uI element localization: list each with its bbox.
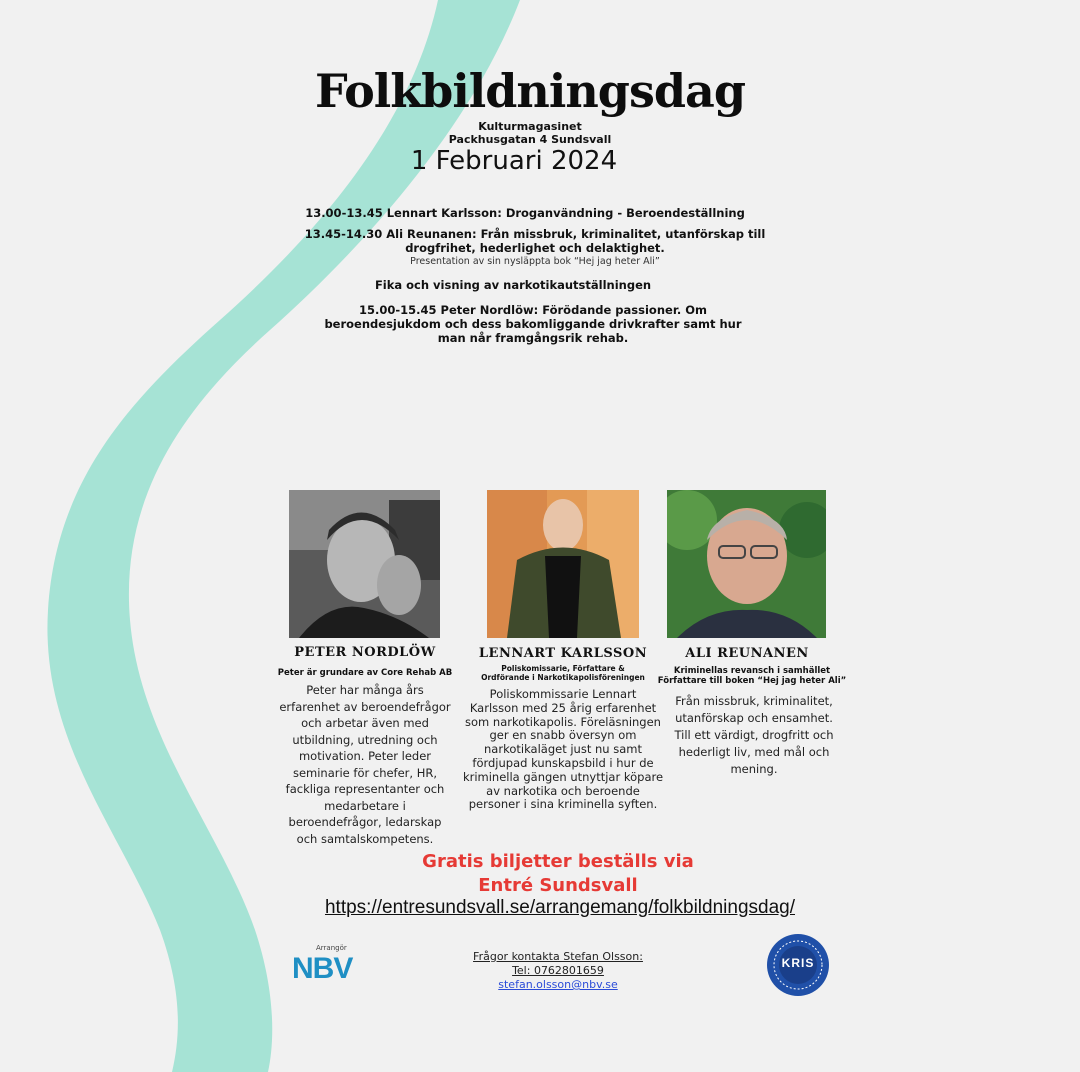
photo-ali-reunanen: [667, 490, 826, 638]
photo-peter-nordlow: [289, 490, 440, 638]
nbv-logo: [290, 944, 380, 990]
bio-line: narkotikaläget just nu samt: [484, 742, 642, 757]
contact-email[interactable]: stefan.olsson@nbv.se: [498, 978, 618, 991]
speaker-name-ali: ALI REUNANEN: [685, 646, 809, 661]
schedule-item-2-line2: drogfrihet, hederlighet och delaktighet.: [405, 241, 665, 255]
bio-line: Peter har många års: [306, 683, 424, 697]
bio-line: av narkotika och beroende: [486, 783, 640, 798]
bio-line: Poliskommissarie Lennart: [489, 687, 637, 701]
bio-line: och arbetar även med: [301, 716, 429, 730]
speaker-role-peter: Peter är grundare av Core Rehab AB: [277, 668, 453, 678]
speaker-role-lennart-line2: Ordförande i Narkotikapolisföreningen: [481, 673, 645, 682]
bio-line: medarbetare i: [324, 798, 406, 813]
bio-line: fördjupad kunskapsbild i hur de: [472, 755, 654, 770]
bio-line: ger en snabb översyn om: [489, 728, 637, 743]
bio-line: personer i sina kriminella syften.: [468, 797, 658, 812]
contact-line1: Frågor kontakta Stefan Olsson:: [473, 950, 643, 963]
venue-info: [330, 120, 730, 146]
bio-line: hederligt liv, med mål och: [678, 745, 830, 759]
event-date: 1 Februari 2024: [410, 146, 618, 176]
speaker-role-ali: [652, 666, 852, 686]
kris-wordmark: KRIS: [781, 956, 815, 970]
photo-lennart-karlsson: [487, 490, 639, 638]
schedule-item-4-line3: man når framgångsrik rehab.: [437, 331, 629, 345]
schedule-item-2-note: Presentation av sin nysläppta bok “Hej jag heter Ali”: [410, 256, 660, 267]
speaker-role-lennart-line1: Poliskomissarie, Författare &: [501, 664, 625, 673]
speaker-name-peter: PETER NORDLÖW: [294, 645, 436, 660]
event-title: Folkbildningsdag: [314, 64, 745, 118]
schedule-item-2-line1: 13.45-14.30 Ali Reunanen: Från missbruk, kriminalitet, utanförskap till: [304, 227, 766, 241]
bio-line: motivation. Peter leder: [298, 749, 432, 763]
ticket-info: [340, 850, 776, 898]
bio-line: mening.: [730, 762, 778, 776]
venue-address: Packhusgatan 4 Sundsvall: [448, 133, 612, 146]
contact-info: [430, 950, 686, 992]
schedule-item-4-line2: beroendesjukdom och dess bakomliggande drivkrafter samt hur: [324, 317, 742, 331]
ticket-link[interactable]: https://entresundsvall.se/arrangemang/folkbildningsdag/: [324, 897, 795, 918]
bio-line: erfarenhet av beroendefrågor: [279, 699, 451, 714]
bio-line: kriminella gängen utnyttjar köpare: [462, 769, 664, 784]
bio-line: Från missbruk, kriminalitet,: [675, 694, 833, 708]
speaker-role-ali-line2: Författare till boken “Hej jag heter Ali”: [657, 676, 847, 686]
bio-line: och samtalskompetens.: [296, 831, 434, 846]
contact-phone[interactable]: Tel: 0762801659: [512, 964, 604, 977]
schedule-item-4: [300, 303, 766, 345]
speaker-bio-lennart: [456, 688, 670, 812]
schedule-item-3: Fika och visning av narkotikautställningen: [374, 278, 652, 292]
bio-line: Till ett värdigt, drogfritt och: [674, 728, 834, 742]
speaker-bio-peter: [270, 682, 460, 847]
bio-line: som narkotikapolis. Föreläsningen: [465, 714, 661, 729]
bio-line: beroendefrågor, ledarskap: [288, 815, 442, 829]
schedule-item-1: 13.00-13.45 Lennart Karlsson: Droganvändning - Beroendeställning: [305, 206, 745, 220]
speaker-bio-ali: [656, 693, 852, 778]
speaker-role-ali-line1: Kriminellas revansch i samhället: [673, 666, 831, 676]
speaker-name-lennart: LENNART KARLSSON: [478, 646, 648, 661]
bio-line: Karlsson med 25 årig erfarenhet: [469, 700, 657, 715]
nbv-wordmark: NBV: [292, 952, 353, 985]
ticket-line2: Entré Sundsvall: [478, 875, 638, 896]
bio-line: seminarie för chefer, HR,: [292, 765, 438, 780]
organizer-label: Arrangör: [316, 944, 347, 952]
venue-name: Kulturmagasinet: [478, 120, 582, 133]
bio-line: utanförskap och ensamhet.: [675, 711, 833, 725]
ticket-line1: Gratis biljetter beställs via: [422, 851, 694, 872]
bio-line: fackliga representanter och: [285, 782, 445, 796]
speaker-role-lennart: [460, 664, 666, 682]
schedule-item-4-line1: 15.00-15.45 Peter Nordlöw: Förödande passioner. Om: [359, 303, 707, 317]
bio-line: utbildning, utredning och: [292, 732, 438, 747]
schedule-item-2: [300, 227, 770, 269]
